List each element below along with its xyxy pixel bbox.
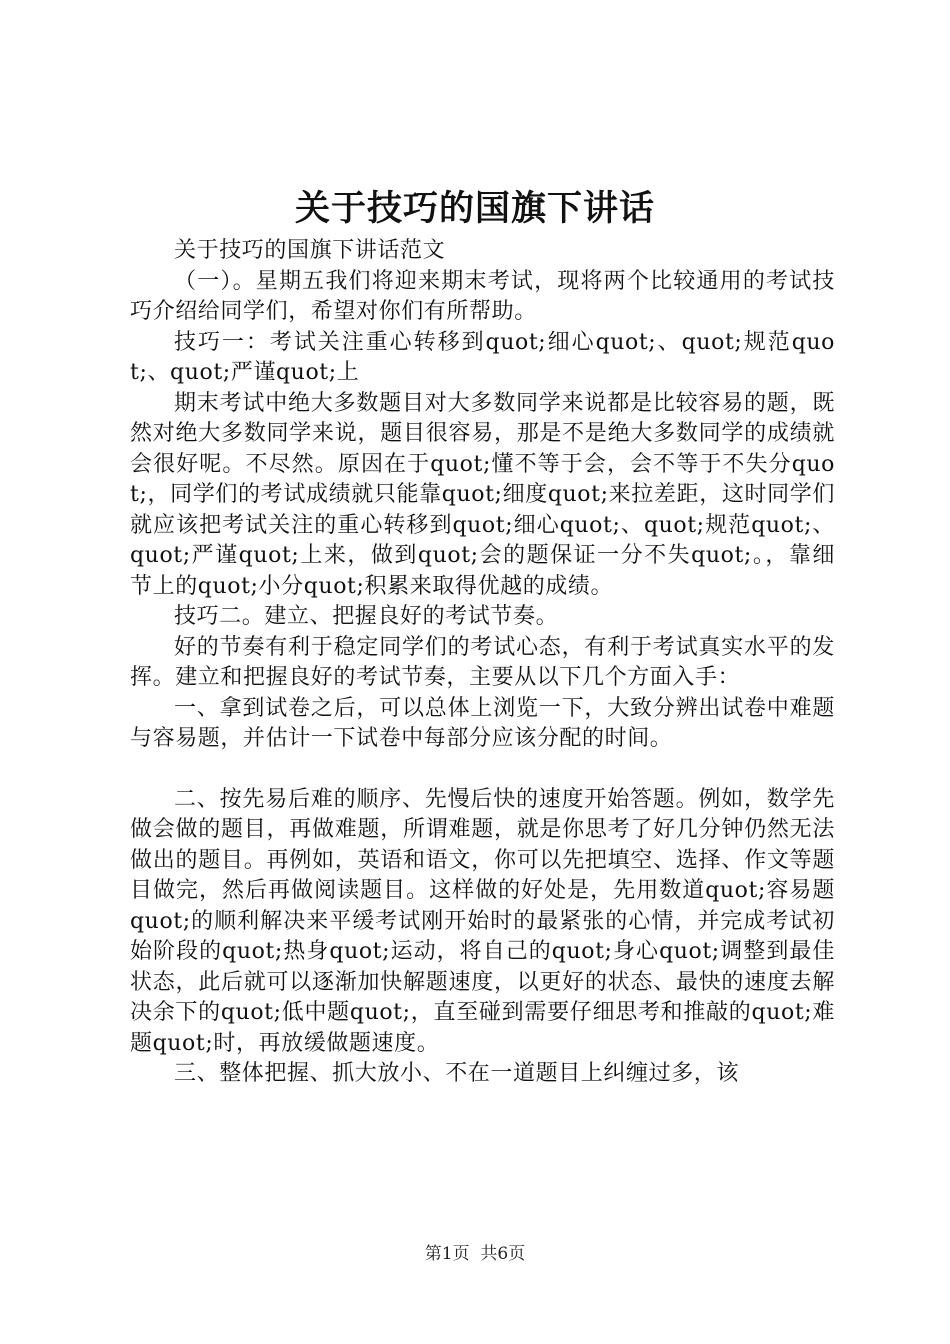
paragraph-tip-one-body: 期末考试中绝大多数题目对大多数同学来说都是比较容易的题，既然对绝大多数同学来说，题目很容易，那是不是绝大多数同学的成绩就会很好呢。不尽然。原因在于quot;懂不等于会，会不等于不失分quot;，同学们的考试成绩就只能靠quot;细度quot;来拉差距，这时同学们就应该把考试关注的重心转移到quot;细心quot;、quot;规范quot;、quot;严谨quot;上来，做到quot;会的题保证一分不失quot;。，靠细节上的quot;小分quot;积累来取得优越的成绩。 [130, 390, 835, 599]
paragraph-point-three: 三、整体把握、抓大放小、不在一道题目上纠缠过多，该 [174, 1061, 740, 1086]
paragraph-point-one: 一、拿到试卷之后，可以总体上浏览一下，大致分辨出试卷中难题与容易题，并估计一下试卷中每部分应该分配的时间。 [130, 695, 835, 751]
document-body [130, 236, 835, 1090]
paragraph-intro: （一）。星期五我们将迎来期末考试，现将两个比较通用的考试技巧介绍给同学们，希望对你们有所帮助。 [130, 268, 835, 324]
paragraph-subtitle: 关于技巧的国旗下讲话范文 [174, 238, 446, 263]
page-footer [0, 1242, 950, 1266]
page-number-total: 共6页 [480, 1244, 526, 1264]
paragraph-tip-one-heading: 技巧一：考试关注重心转移到quot;细心quot;、quot;规范quot;、quot;严谨quot;上 [130, 329, 835, 385]
paragraph-tip-two-body: 好的节奏有利于稳定同学们的考试心态，有利于考试真实水平的发挥。建立和把握良好的考试节奏，主要从以下几个方面入手： [130, 634, 835, 690]
document-title: 关于技巧的国旗下讲话 [294, 188, 655, 229]
page-number-current: 第1页 [424, 1244, 470, 1264]
paragraph-point-two: 二、按先易后难的顺序、先慢后快的速度开始答题。例如，数学先做会做的题目，再做难题，所谓难题，就是你思考了好几分钟仍然无法做出的题目。再例如，英语和语文，你可以先把填空、选择、作文等题目做完，然后再做阅读题目。这样做的好处是，先用数道quot;容易题quot;的顺利解决来平缓考试刚开始时的最紧张的心情，并完成考试初始阶段的quot;热身quot;运动，将自己的quot;身心quot;调整到最佳状态，此后就可以逐渐加快解题速度，以更好的状态、最快的速度去解决余下的quot;低中题quot;，直至碰到需要仔细思考和推敲的quot;难题quot;时，再放缓做题速度。 [130, 786, 835, 1056]
paragraph-tip-two-heading: 技巧二。建立、把握良好的考试节奏。 [174, 604, 559, 629]
